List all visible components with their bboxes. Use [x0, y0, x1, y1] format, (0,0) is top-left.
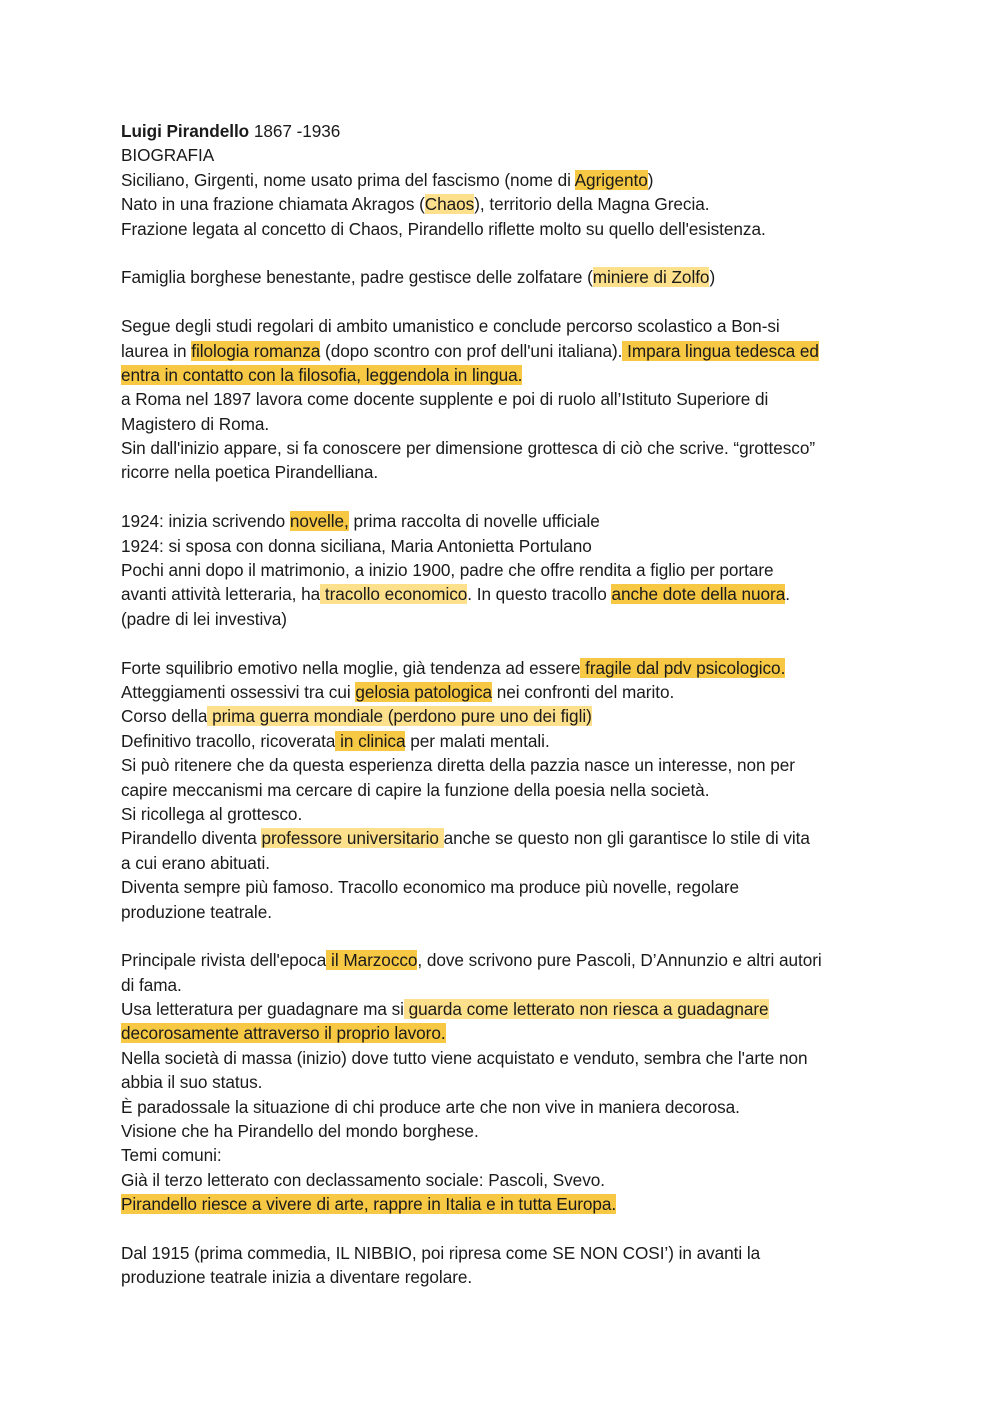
text-line: [121, 753, 891, 777]
text-segment: BIOGRAFIA: [121, 145, 215, 166]
highlighted-text: Agrigento: [574, 169, 648, 190]
highlighted-text: Chaos: [424, 194, 475, 215]
text-segment: , dove scrivono pure Pascoli, D’Annunzio e altri autori: [417, 950, 822, 971]
document-page: [121, 119, 891, 1290]
text-line: [121, 509, 891, 533]
text-segment: Frazione legata al concetto di Chaos, Pirandello riflette molto su quello dell'esistenza.: [121, 218, 766, 239]
blank-line: [121, 241, 891, 265]
text-segment: Forte squilibrio emotivo nella moglie, già tendenza ad essere: [121, 657, 581, 678]
highlighted-text: Impara lingua tedesca ed: [622, 340, 819, 361]
highlighted-text: Pirandello riesce a vivere di arte, rappre in Italia e in tutta Europa.: [121, 1194, 617, 1215]
text-segment: Dal 1915 (prima commedia, IL NIBBIO, poi ripresa come SE NON COSI’) in avanti la: [121, 1242, 761, 1263]
text-segment: Usa letteratura per guadagnare ma si: [121, 999, 404, 1020]
text-segment: ): [647, 169, 654, 190]
blank-line: [121, 631, 891, 655]
text-line: [121, 1070, 891, 1094]
text-line: [121, 997, 891, 1021]
text-segment: .: [785, 584, 790, 605]
text-segment: ): [709, 267, 716, 288]
author-name: Luigi Pirandello: [121, 121, 250, 141]
highlighted-text: professore universitario: [261, 828, 444, 849]
text-segment: produzione teatrale inizia a diventare regolare.: [121, 1267, 473, 1288]
text-segment: di fama.: [121, 974, 182, 995]
text-segment: Nella società di massa (inizio) dove tutto viene acquistato e venduto, sembra che l'arte non: [121, 1047, 808, 1068]
text-segment: ), territorio della Magna Grecia.: [474, 194, 710, 215]
highlighted-text: entra in contatto con la filosofia, leggendola in lingua.: [121, 364, 523, 385]
text-segment: Principale rivista dell'epoca: [121, 950, 327, 971]
text-line: [121, 1241, 891, 1265]
text-line: [121, 143, 891, 167]
text-segment: 1924: inizia scrivendo: [121, 511, 290, 532]
text-line: [121, 1192, 891, 1216]
text-segment: (padre di lei investiva): [121, 608, 287, 629]
highlighted-text: miniere di Zolfo: [592, 267, 710, 288]
text-line: [121, 1143, 891, 1167]
text-segment: Si ricollega al grottesco.: [121, 803, 303, 824]
highlighted-text: anche dote della nuora: [611, 584, 786, 605]
text-segment: capire meccanismi ma cercare di capire la funzione della poesia nella società.: [121, 779, 710, 800]
text-line: [121, 217, 891, 241]
document-title-line: [121, 119, 891, 143]
highlighted-text: tracollo economico: [320, 584, 468, 605]
text-line: [121, 363, 891, 387]
text-line: [121, 704, 891, 728]
text-line: [121, 436, 891, 460]
text-line: [121, 168, 891, 192]
text-line: [121, 1119, 891, 1143]
text-line: [121, 802, 891, 826]
text-segment: Famiglia borghese benestante, padre gestisce delle zolfatare (: [121, 267, 593, 288]
text-segment: produzione teatrale.: [121, 901, 272, 922]
text-segment: nei confronti del marito.: [492, 681, 675, 702]
text-segment: È paradossale la situazione di chi produce arte che non vive in maniera decorosa.: [121, 1096, 740, 1117]
text-segment: Definitivo tracollo, ricoverata: [121, 730, 336, 751]
text-line: [121, 900, 891, 924]
blank-line: [121, 485, 891, 509]
text-segment: Temi comuni:: [121, 1145, 222, 1166]
blank-line: [121, 924, 891, 948]
text-line: [121, 314, 891, 338]
text-segment: abbia il suo status.: [121, 1072, 263, 1093]
text-segment: . In questo tracollo: [467, 584, 612, 605]
highlighted-text: prima guerra mondiale (perdono pure uno dei figli): [207, 706, 592, 727]
text-segment: Siciliano, Girgenti, nome usato prima del fascismo (nome di: [121, 169, 575, 190]
text-line: [121, 656, 891, 680]
highlighted-text: decorosamente attraverso il proprio lavoro.: [121, 1023, 446, 1044]
text-segment: Pochi anni dopo il matrimonio, a inizio 1900, padre che offre rendita a figlio per portare: [121, 560, 774, 581]
text-line: [121, 582, 891, 606]
text-segment: 1924: si sposa con donna siciliana, Maria Antonietta Portulano: [121, 535, 592, 556]
text-segment: Atteggiamenti ossessivi tra cui: [121, 681, 356, 702]
text-segment: a cui erano abituati.: [121, 852, 270, 873]
text-segment: ricorre nella poetica Pirandelliana.: [121, 462, 379, 483]
text-segment: Pirandello diventa: [121, 828, 262, 849]
text-segment: Già il terzo letterato con declassamento sociale: Pascoli, Svevo.: [121, 1169, 605, 1190]
text-segment: per malati mentali.: [405, 730, 550, 751]
text-line: [121, 875, 891, 899]
text-line: [121, 1021, 891, 1045]
text-segment: (dopo scontro con prof dell'uni italiana).: [320, 340, 623, 361]
text-line: [121, 607, 891, 631]
text-line: [121, 680, 891, 704]
text-line: [121, 387, 891, 411]
blank-line: [121, 290, 891, 314]
text-segment: Corso della: [121, 706, 208, 727]
highlighted-text: il Marzocco: [326, 950, 418, 971]
text-line: [121, 851, 891, 875]
text-line: [121, 1168, 891, 1192]
text-segment: Visione che ha Pirandello del mondo borghese.: [121, 1121, 479, 1142]
text-line: [121, 948, 891, 972]
highlighted-text: filologia romanza: [191, 340, 321, 361]
text-segment: Segue degli studi regolari di ambito umanistico e conclude percorso scolastico a Bon-si: [121, 316, 780, 337]
text-line: [121, 729, 891, 753]
text-segment: prima raccolta di novelle ufficiale: [348, 511, 600, 532]
highlighted-text: novelle,: [289, 511, 349, 532]
text-line: [121, 534, 891, 558]
text-segment: a Roma nel 1897 lavora come docente supplente e poi di ruolo all’Istituto Superiore di: [121, 389, 769, 410]
text-line: [121, 973, 891, 997]
highlighted-text: in clinica: [335, 730, 406, 751]
text-segment: Sin dall'inizio appare, si fa conoscere per dimensione grottesca di ciò che scrive. “grottesco”: [121, 438, 816, 459]
highlighted-text: guarda come letterato non riesca a guadagnare: [403, 999, 769, 1020]
text-segment: anche se questo non gli garantisce lo stile di vita: [443, 828, 810, 849]
text-line: [121, 1095, 891, 1119]
text-line: [121, 339, 891, 363]
blank-line: [121, 1217, 891, 1241]
highlighted-text: fragile dal pdv psicologico.: [580, 657, 786, 678]
text-segment: Si può ritenere che da questa esperienza diretta della pazzia nasce un interesse, non per: [121, 755, 795, 776]
text-segment: Diventa sempre più famoso. Tracollo economico ma produce più novelle, regolare: [121, 877, 740, 898]
text-line: [121, 192, 891, 216]
text-segment: avanti attività letteraria, ha: [121, 584, 321, 605]
text-line: [121, 1046, 891, 1070]
text-line: [121, 826, 891, 850]
text-segment: Magistero di Roma.: [121, 413, 270, 434]
text-line: [121, 558, 891, 582]
text-line: [121, 778, 891, 802]
text-line: [121, 1265, 891, 1289]
text-line: [121, 460, 891, 484]
highlighted-text: gelosia patologica: [355, 681, 493, 702]
text-line: [121, 265, 891, 289]
text-segment: laurea in: [121, 340, 192, 361]
text-line: [121, 412, 891, 436]
text-segment: 1867 -1936: [249, 121, 341, 141]
text-segment: Nato in una frazione chiamata Akragos (: [121, 194, 425, 215]
